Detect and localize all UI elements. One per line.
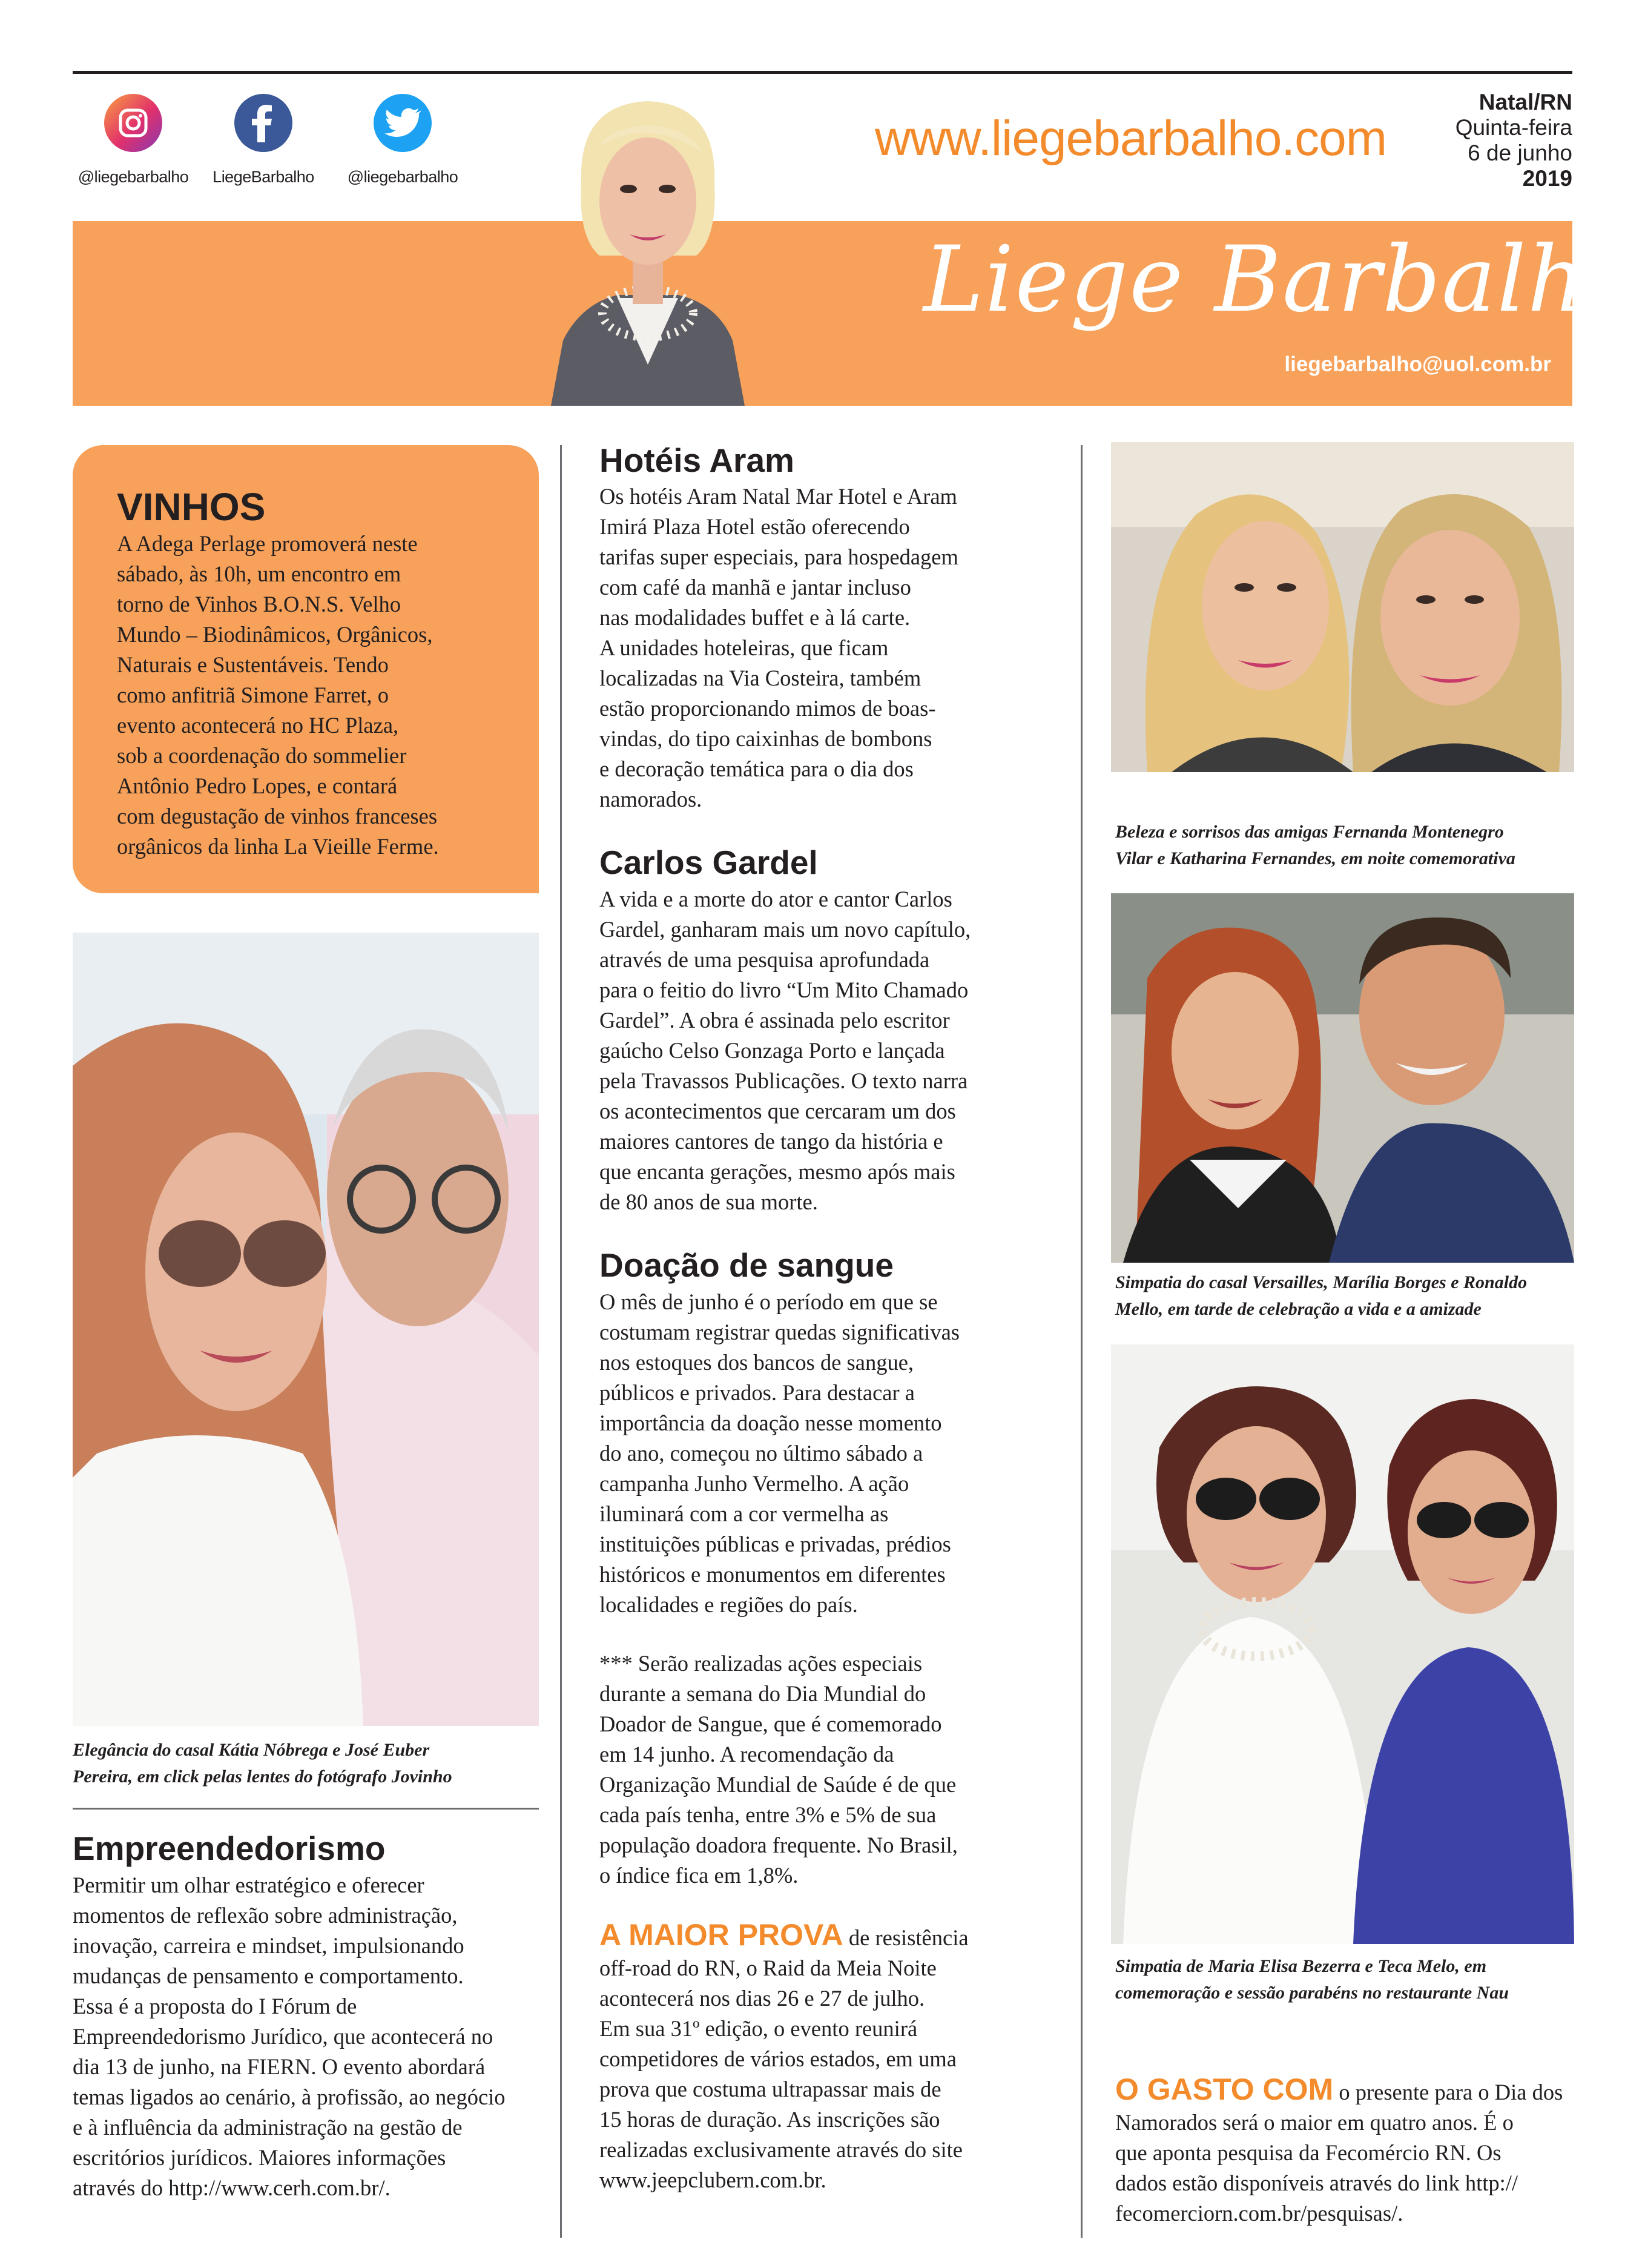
text-line: importância da doação nesse momento (599, 1410, 942, 1435)
text-line: Organização Mundial de Saúde é de que (599, 1772, 957, 1797)
date-block (1455, 90, 1572, 191)
text-line: Empreendedorismo Jurídico, que acontecerá no (73, 2024, 493, 2049)
text-line: nas modalidades buffet e à lá carte. (599, 605, 911, 630)
text-line: dia 13 de junho, na FIERN. O evento abordará (73, 2054, 486, 2079)
gasto-lead: O GASTO COM (1115, 2072, 1334, 2106)
text-line: *** Serão realizadas ações especiais (599, 1651, 923, 1676)
text-line: para o feitio do livro “Um Mito Chamado (599, 977, 969, 1002)
text-line: temas ligados ao cenário, à profissão, ao negócio (73, 2085, 506, 2109)
masthead-title: Liege Barbalho (923, 227, 1643, 332)
text-line: www.jeepclubern.com.br. (599, 2167, 826, 2192)
empreendedorismo-title: Empreendedorismo (73, 1830, 386, 1867)
text-line: com café da manhã e jantar incluso (599, 575, 911, 600)
text-line: vindas, do tipo caixinhas de bombons (599, 726, 932, 751)
column-divider-1 (560, 445, 562, 2238)
text-line: o índice fica em 1,8%. (599, 1863, 799, 1888)
text-line: A Adega Perlage promoverá neste (117, 531, 418, 556)
photo-maria-teca (1111, 1344, 1574, 1944)
text-line: acontecerá nos dias 26 e 27 de julho. (599, 1986, 925, 2011)
text-line: inovação, carreira e mindset, impulsionando (73, 1933, 464, 1958)
text-line: Os hotéis Aram Natal Mar Hotel e Aram (599, 484, 957, 509)
date: 6 de junho (1468, 141, 1572, 165)
text-line: localidades e regiões do país. (599, 1592, 858, 1617)
text-line: como anfitriã Simone Farret, o (117, 683, 389, 707)
hoteis-body (599, 481, 1072, 815)
gardel-body (599, 884, 1072, 1217)
text-line: Naturais e Sustentáveis. Tendo (117, 652, 389, 677)
text-line: campanha Junho Vermelho. A ação (599, 1471, 909, 1496)
text-line: com degustação de vinhos franceses (117, 804, 438, 828)
maior-prova-first: de resistência (843, 1925, 969, 1950)
column-divider-2 (1081, 445, 1083, 2238)
text-line: pela Travassos Publicações. O texto narra (599, 1068, 968, 1093)
text-line: mudanças de pensamento e comportamento. (73, 1963, 464, 1988)
text-line: instituições públicas e privadas, prédios (599, 1532, 951, 1556)
text-line: através de uma pesquisa aprofundada (599, 947, 930, 972)
gasto-first-line (1115, 2074, 1581, 2108)
site-url[interactable]: www.liegebarbalho.com (875, 111, 1387, 166)
text-line: tarifas super especiais, para hospedagem (599, 544, 958, 569)
text-line: momentos de reflexão sobre administração, (73, 1903, 458, 1928)
empreendedorismo-body (73, 1870, 551, 2203)
text-line: competidores de vários estados, em uma (599, 2046, 957, 2071)
text-line: prova que costuma ultrapassar mais de (599, 2077, 941, 2101)
text-line: cada país tenha, entre 3% e 5% de sua (599, 1802, 937, 1827)
divider (73, 1808, 539, 1810)
text-line: e decoração temática para o dia dos (599, 756, 914, 781)
text-line: do ano, começou no último sábado a (599, 1441, 923, 1466)
location: Natal/RN (1479, 90, 1572, 114)
doacao-title: Doação de sangue (599, 1246, 894, 1284)
text-line: orgânicos da linha La Vieille Ferme. (117, 834, 439, 859)
text-line: namorados. (599, 787, 702, 812)
text-line: Mundo – Biodinâmicos, Orgânicos, (117, 622, 433, 647)
text-line: Em sua 31º edição, o evento reunirá (599, 2016, 918, 2041)
text-line: off-road do RN, o Raid da Meia Noite (599, 1956, 937, 1980)
text-line: e à influência da administração na gestão de (73, 2115, 463, 2140)
text-line: escritórios jurídicos. Maiores informações (73, 2145, 446, 2170)
photo-marilia-ronaldo (1111, 893, 1574, 1263)
text-line: que aponta pesquisa da Fecomércio RN. Os (1115, 2140, 1502, 2165)
text-line: em 14 junho. A recomendação da (599, 1742, 894, 1767)
text-line: históricos e monumentos em diferentes (599, 1562, 946, 1587)
columnist-portrait (545, 80, 751, 406)
facebook-link[interactable] (203, 94, 324, 187)
text-line: Gardel, ganharam mais um novo capítulo, (599, 917, 971, 942)
text-line: iluminará com a cor vermelha as (599, 1501, 889, 1526)
instagram-handle: @liegebarbalho (77, 168, 189, 186)
photo-fernanda-katharina (1111, 442, 1574, 772)
year: 2019 (1522, 166, 1572, 191)
photo-katia-jose (73, 933, 539, 1726)
caption-line: Simpatia do casal Versailles, Marília Borges e Ronaldo (1115, 1272, 1528, 1292)
vinhos-body (117, 529, 529, 862)
text-line: maiores cantores de tango da história e (599, 1129, 943, 1154)
text-line: durante a semana do Dia Mundial do (599, 1681, 926, 1706)
gasto-body (1115, 2074, 1581, 2229)
text-line: que encanta gerações, mesmo após mais (599, 1159, 955, 1184)
twitter-handle: @liegebarbalho (347, 168, 458, 186)
caption-line: Beleza e sorrisos das amigas Fernanda Montenegro (1115, 822, 1504, 842)
text-line: públicos e privados. Para destacar a (599, 1380, 915, 1405)
photo3-caption (1115, 1269, 1575, 1323)
vinhos-title: VINHOS (117, 485, 266, 529)
caption-line: Mello, em tarde de celebração a vida e a amizade (1115, 1299, 1482, 1319)
text-line: sábado, às 10h, um encontro em (117, 561, 401, 586)
weekday: Quinta-feira (1455, 115, 1572, 140)
facebook-icon (234, 94, 292, 152)
photo1-caption (73, 1737, 539, 1790)
maior-prova-lead: A MAIOR PROVA (599, 1918, 843, 1952)
text-line: Doador de Sangue, que é comemorado (599, 1711, 942, 1736)
text-line: Imirá Plaza Hotel estão oferecendo (599, 514, 910, 539)
text-line: evento acontecerá no HC Plaza, (117, 713, 399, 738)
text-line: A unidades hoteleiras, que ficam (599, 635, 889, 660)
instagram-link[interactable] (73, 94, 194, 187)
text-line: Namorados será o maior em quatro anos. É o (1115, 2110, 1514, 2135)
text-line: fecomerciorn.com.br/pesquisas/. (1115, 2201, 1403, 2226)
top-rule (73, 71, 1572, 74)
caption-line: Pereira, em click pelas lentes do fotógrafo Jovinho (73, 1767, 452, 1787)
text-line: de 80 anos de sua morte. (599, 1189, 818, 1214)
photo4-caption (1115, 1953, 1575, 2006)
maior-prova-first-line (599, 1920, 1078, 1953)
text-line: sob a coordenação do sommelier (117, 743, 407, 768)
facebook-handle: LiegeBarbalho (213, 168, 314, 186)
caption-line: Vilar e Katharina Fernandes, em noite comemorativa (1115, 848, 1515, 868)
text-line: Antônio Pedro Lopes, e contará (117, 773, 398, 798)
maior-prova-body (599, 1920, 1078, 2195)
text-line: estão proporcionando mimos de boas- (599, 696, 936, 721)
doacao-note (599, 1648, 1072, 1891)
caption-line: Elegância do casal Kátia Nóbrega e José Euber (73, 1740, 430, 1760)
gasto-first: o presente para o Dia dos (1333, 2080, 1563, 2104)
text-line: dados estão disponíveis através do link http:// (1115, 2170, 1518, 2195)
text-line: através do http://www.cerh.com.br/. (73, 2175, 391, 2200)
photo2-caption (1115, 819, 1575, 872)
caption-line: Simpatia de Maria Elisa Bezerra e Teca Melo, em (1115, 1956, 1487, 1976)
text-line: costumam registrar quedas significativas (599, 1320, 960, 1344)
instagram-icon (104, 94, 162, 152)
caption-line: comemoração e sessão parabéns no restaurante Nau (1115, 1983, 1509, 2003)
text-line: A vida e a morte do ator e cantor Carlos (599, 887, 952, 911)
hoteis-title: Hotéis Aram (599, 441, 794, 479)
gardel-title: Carlos Gardel (599, 844, 818, 881)
text-line: nos estoques dos bancos de sangue, (599, 1350, 914, 1375)
text-line: O mês de junho é o período em que se (599, 1289, 938, 1314)
text-line: Essa é a proposta do I Fórum de (73, 1994, 357, 2018)
text-line: população doadora frequente. No Brasil, (599, 1833, 958, 1857)
text-line: Permitir um olhar estratégico e oferecer (73, 1873, 424, 1897)
twitter-icon (374, 94, 432, 152)
text-line: torno de Vinhos B.O.N.S. Velho (117, 592, 401, 617)
text-line: Gardel”. A obra é assinada pelo escritor (599, 1008, 950, 1033)
twitter-link[interactable] (342, 94, 463, 187)
text-line: realizadas exclusivamente através do site (599, 2137, 963, 2162)
text-line: localizadas na Via Costeira, também (599, 666, 921, 690)
columnist-email[interactable]: liegebarbalho@uol.com.br (1284, 352, 1551, 376)
text-line: gaúcho Celso Gonzaga Porto e lançada (599, 1038, 945, 1063)
doacao-body (599, 1287, 1072, 1620)
text-line: 15 horas de duração. As inscrições são (599, 2107, 940, 2132)
text-line: os acontecimentos que cercaram um dos (599, 1099, 956, 1123)
